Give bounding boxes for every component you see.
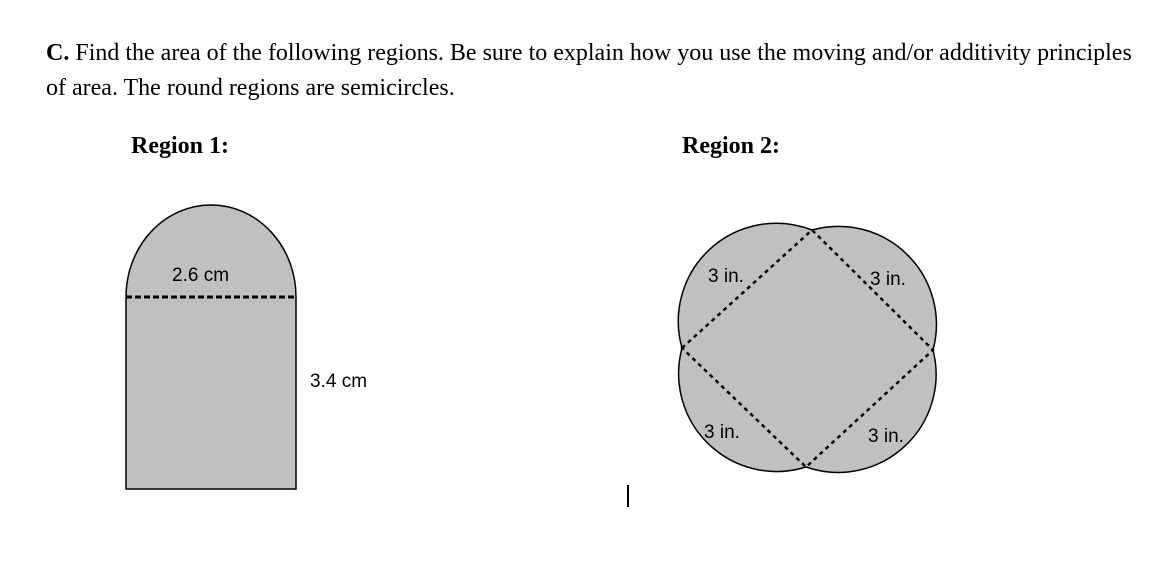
- problem-text: Find the area of the following regions. Be sure to explain how you use the moving and/or additivity principles of area. The round regions are semicircles.: [46, 40, 1132, 101]
- problem-label: C.: [46, 40, 70, 66]
- region-2-side-label-top-left: 3 in.: [708, 266, 744, 287]
- region-1-figure: [126, 205, 367, 489]
- region-2-title: Region 2:: [682, 133, 780, 159]
- region-2-side-label-bottom-left: 3 in.: [704, 422, 740, 443]
- region-2-side-label-bottom-right: 3 in.: [868, 426, 904, 447]
- region-2-figure: [678, 223, 936, 472]
- region-1-height-label: 3.4 cm: [310, 371, 368, 392]
- text-cursor: [627, 485, 629, 507]
- region-1-title: Region 1:: [131, 133, 229, 159]
- region-1-width-label: 2.6 cm: [172, 265, 230, 286]
- region-2-side-label-top-right: 3 in.: [870, 269, 906, 290]
- region-1-shape: [126, 205, 296, 489]
